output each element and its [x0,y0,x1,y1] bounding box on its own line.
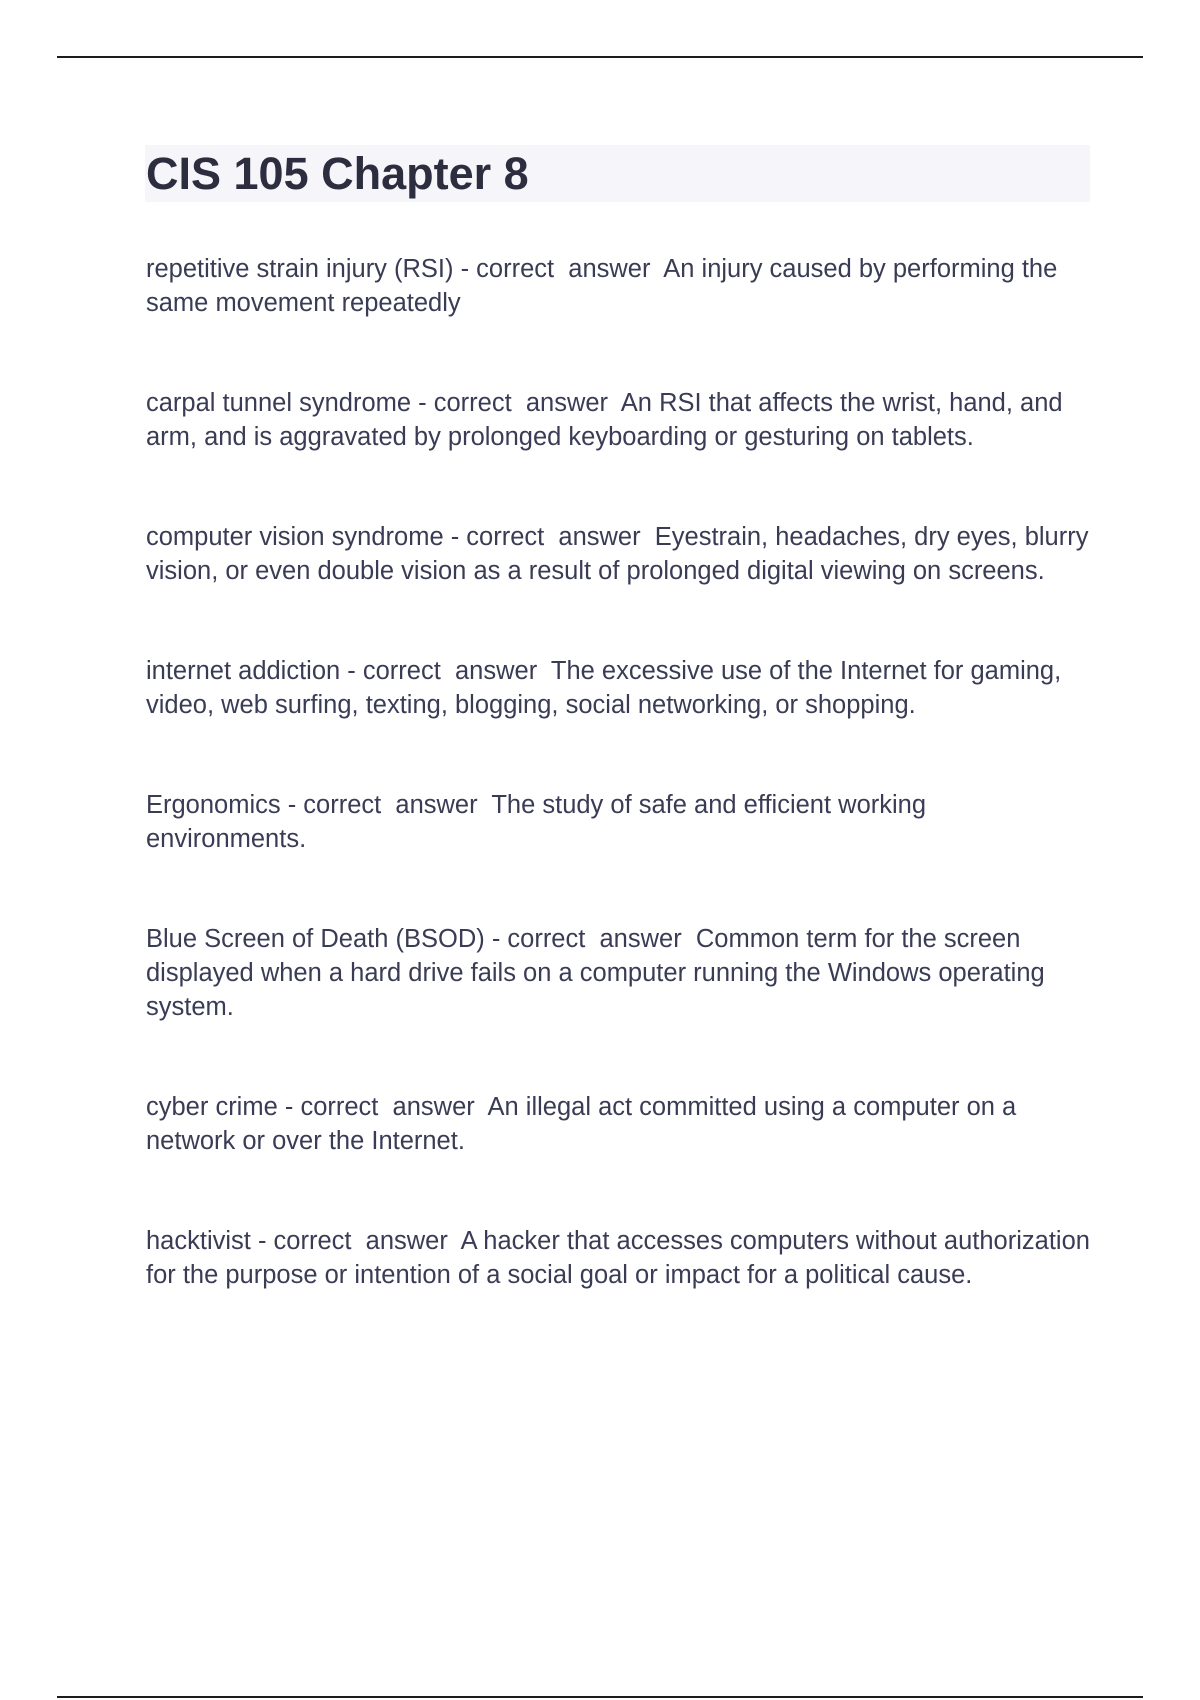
entry-separator: - correct answer [280,791,492,819]
entry-separator: - correct answer [340,657,551,685]
flashcard-entry [146,252,1091,320]
entry-term: cyber crime [146,1093,278,1121]
entry-definition: An illegal act committed using a computer on a network or over the Internet. [146,1093,1017,1155]
entry-term: hacktivist [146,1227,251,1255]
document-title: CIS 105 Chapter 8 [146,148,529,199]
flashcard-list [146,252,1091,1292]
top-rule [57,56,1143,58]
entry-definition: Eyestrain, headaches, dry eyes, blurry vision, or even double vision as a result of prolonged digital viewing on screens. [146,523,1089,585]
bottom-rule [57,1696,1143,1698]
entry-separator: - correct answer [443,523,655,551]
entry-term: carpal tunnel syndrome [146,389,412,417]
entry-separator: - correct answer [484,925,696,953]
entry-separator: - correct answer [277,1093,488,1121]
flashcard-entry [146,520,1091,588]
entry-definition: The study of safe and efficient working environments. [146,791,927,853]
entry-term: Blue Screen of Death (BSOD) [146,925,485,953]
entry-definition: Common term for the screen displayed when a hard drive fails on a computer running the Windows operating system. [146,925,1045,1021]
entry-definition: An injury caused by performing the same movement repeatedly [146,255,1058,317]
entry-term: Ergonomics [146,791,281,819]
entry-definition: The excessive use of the Internet for gaming, video, web surfing, texting, blogging, social networking, or shopping. [146,657,1062,719]
flashcard-entry [146,1090,1091,1158]
entry-separator: - correct answer [250,1227,461,1255]
entry-separator: - correct answer [453,255,664,283]
entry-term: repetitive strain injury (RSI) [146,255,454,283]
flashcard-entry [146,386,1091,454]
entry-separator: - correct answer [411,389,621,417]
entry-term: internet addiction [146,657,341,685]
entry-definition: An RSI that affects the wrist, hand, and arm, and is aggravated by prolonged keyboarding or gesturing on tablets. [146,389,1063,451]
flashcard-entry [146,1224,1091,1292]
flashcard-entry [146,788,1091,856]
flashcard-entry [146,922,1091,1024]
entry-definition: A hacker that accesses computers without authorization for the purpose or intention of a social goal or impact for a political cause. [146,1227,1090,1289]
entry-term: computer vision syndrome [146,523,444,551]
flashcard-entry [146,654,1091,722]
